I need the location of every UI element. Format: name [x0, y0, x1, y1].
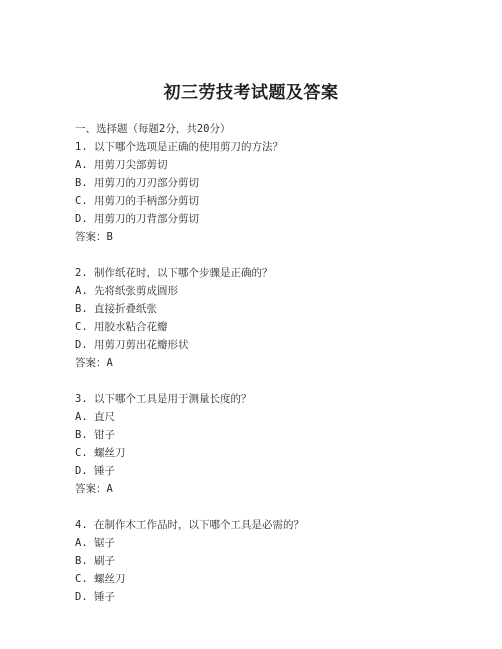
answer-line: 答案：B: [75, 231, 113, 243]
option-b: B. 用剪刀的刀刃部分剪切: [75, 177, 199, 189]
question-2: [75, 264, 475, 372]
option-a: A. 先将纸张剪成圆形: [75, 285, 178, 297]
option-a: A. 锯子: [75, 537, 115, 549]
answer-line: 答案：A: [75, 357, 113, 369]
question-stem: 4. 在制作木工作品时，以下哪个工具是必需的？: [75, 519, 304, 531]
option-d: D. 用剪刀的刀背部分剪切: [75, 213, 199, 225]
question-3: [75, 390, 475, 498]
option-a: A. 直尺: [75, 411, 115, 423]
option-a: A. 用剪刀尖部剪切: [75, 159, 168, 171]
option-c: C. 螺丝刀: [75, 573, 126, 585]
answer-line: 答案：A: [75, 483, 113, 495]
option-b: B. 钳子: [75, 429, 115, 441]
question-stem: 1. 以下哪个选项是正确的使用剪刀的方法？: [75, 141, 283, 153]
option-c: C. 螺丝刀: [75, 447, 126, 459]
question-stem: 3. 以下哪个工具是用于测量长度的？: [75, 393, 252, 405]
section-heading: 一、选择题（每题2分，共20分）: [75, 123, 231, 135]
option-b: B. 直接折叠纸张: [75, 303, 157, 315]
document-body: [75, 120, 475, 606]
question-4: [75, 516, 475, 606]
option-d: D. 锤子: [75, 465, 115, 477]
option-b: B. 刷子: [75, 555, 115, 567]
question-stem: 2. 制作纸花时，以下哪个步骤是正确的？: [75, 267, 273, 279]
question-1: [75, 138, 475, 246]
option-c: C. 用胶水粘合花瓣: [75, 321, 168, 333]
option-c: C. 用剪刀的手柄部分剪切: [75, 195, 199, 207]
option-d: D. 锤子: [75, 591, 115, 603]
option-d: D. 用剪刀剪出花瓣形状: [75, 339, 189, 351]
document-title: 初三劳技考试题及答案: [163, 83, 339, 103]
